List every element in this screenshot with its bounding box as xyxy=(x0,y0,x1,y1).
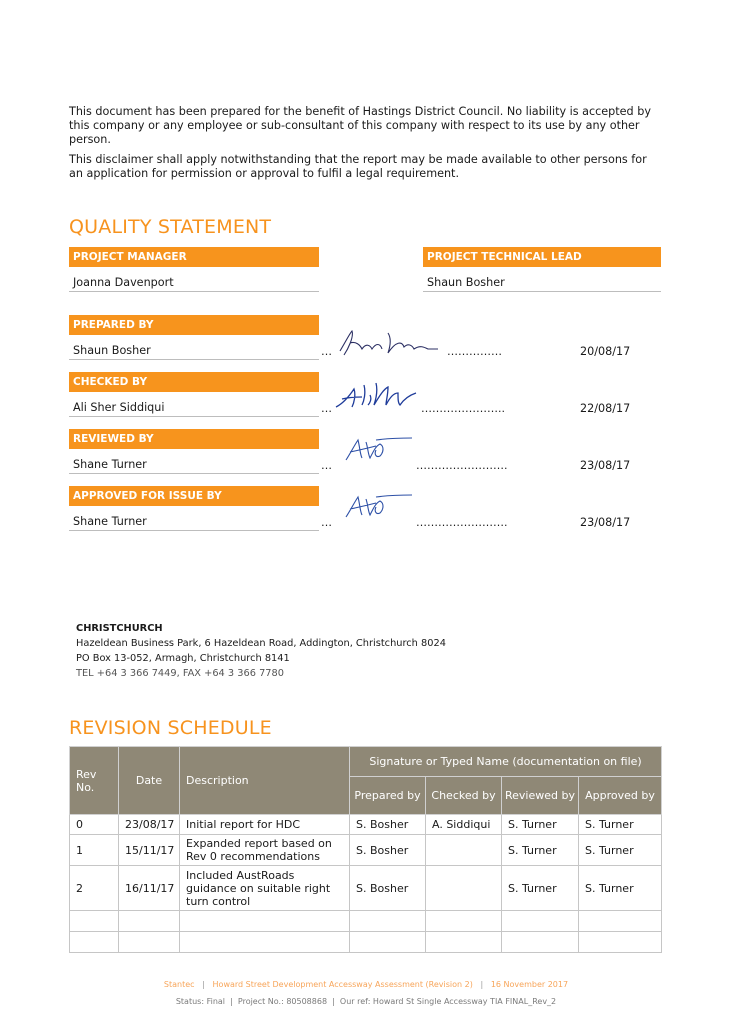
reviewed-by-lead: … xyxy=(321,459,332,472)
cell-date: 23/08/17 xyxy=(119,815,180,835)
cell-reviewed: S. Turner xyxy=(502,866,579,911)
cell-prepared xyxy=(350,911,426,932)
technical-lead-name: Shaun Bosher xyxy=(423,275,661,292)
footer-ref: Our ref: Howard St Single Accessway TIA FINAL_Rev_2 xyxy=(339,997,557,1006)
office-phone-fax: TEL +64 3 366 7449, FAX +64 3 366 7780 xyxy=(76,668,285,679)
cell-rev: 0 xyxy=(70,815,119,835)
footer-line-2: Status: Final | Project No.: 80508868 | Our ref: Howard St Single Accessway TIA FINAL_Rev_2 xyxy=(175,997,557,1006)
reviewed-by-name: Shane Turner xyxy=(69,457,319,474)
cell-checked xyxy=(426,866,502,911)
prepared-by-lead: … xyxy=(321,345,332,358)
cell-description xyxy=(180,932,350,953)
header-date: Date xyxy=(119,747,180,815)
cell-reviewed: S. Turner xyxy=(502,835,579,866)
project-manager-label: PROJECT MANAGER xyxy=(69,247,319,267)
cell-approved: S. Turner xyxy=(579,835,662,866)
cell-description: Included AustRoads guidance on suitable right turn control xyxy=(180,866,350,911)
prepared-by-name: Shaun Bosher xyxy=(69,343,319,360)
cell-approved xyxy=(579,911,662,932)
revision-table xyxy=(69,746,662,953)
approved-by-dots: ……………………. xyxy=(416,516,508,529)
table-row xyxy=(70,911,662,932)
cell-approved: S. Turner xyxy=(579,815,662,835)
header-approved-by: Approved by xyxy=(579,777,662,815)
cell-approved xyxy=(579,932,662,953)
table-row xyxy=(70,815,662,835)
approved-by-name: Shane Turner xyxy=(69,514,319,531)
cell-prepared: S. Bosher xyxy=(350,815,426,835)
cell-date: 15/11/17 xyxy=(119,835,180,866)
cell-checked: A. Siddiqui xyxy=(426,815,502,835)
cell-rev xyxy=(70,911,119,932)
cell-rev: 1 xyxy=(70,835,119,866)
signature-image-bosher xyxy=(332,325,444,359)
cell-rev xyxy=(70,932,119,953)
cell-prepared: S. Bosher xyxy=(350,835,426,866)
table-row xyxy=(70,866,662,911)
signature-image-siddiqui xyxy=(332,375,424,413)
cell-checked xyxy=(426,835,502,866)
cell-reviewed: S. Turner xyxy=(502,815,579,835)
checked-by-dots: ………………….. xyxy=(421,402,505,415)
prepared-by-date: 20/08/17 xyxy=(580,345,631,358)
office-city: CHRISTCHURCH xyxy=(76,623,163,634)
cell-reviewed xyxy=(502,911,579,932)
cell-approved: S. Turner xyxy=(579,866,662,911)
approved-by-label: APPROVED FOR ISSUE BY xyxy=(69,486,319,506)
footer-line-1: Stantec | Howard Street Development Accessway Assessment (Revision 2) | 16 November 2017 xyxy=(163,980,569,989)
footer-company: Stantec xyxy=(163,980,195,989)
cell-prepared: S. Bosher xyxy=(350,866,426,911)
office-address-line-2: PO Box 13-052, Armagh, Christchurch 8141 xyxy=(76,653,290,664)
table-row xyxy=(70,932,662,953)
footer-title: Howard Street Development Accessway Assessment (Revision 2) xyxy=(212,980,473,989)
footer-date: 16 November 2017 xyxy=(490,980,569,989)
footer-project-no: Project No.: 80508868 xyxy=(237,997,328,1006)
signature-image-turner-2 xyxy=(340,489,416,521)
cell-checked xyxy=(426,911,502,932)
reviewed-by-label: REVIEWED BY xyxy=(69,429,319,449)
cell-reviewed xyxy=(502,932,579,953)
cell-description: Expanded report based on Rev 0 recommendations xyxy=(180,835,350,866)
cell-description xyxy=(180,911,350,932)
header-description: Description xyxy=(180,747,350,815)
cell-description: Initial report for HDC xyxy=(180,815,350,835)
disclaimer-paragraph-2: This disclaimer shall apply notwithstanding that the report may be made available to other persons for an application for permission or approval to fulfil a legal requirement. xyxy=(69,153,647,180)
prepared-by-dots: …………… xyxy=(447,345,502,358)
checked-by-label: CHECKED BY xyxy=(69,372,319,392)
prepared-by-label: PREPARED BY xyxy=(69,315,319,335)
technical-lead-label: PROJECT TECHNICAL LEAD xyxy=(423,247,661,267)
cell-date xyxy=(119,932,180,953)
approved-by-date: 23/08/17 xyxy=(580,516,631,529)
quality-statement-heading: QUALITY STATEMENT xyxy=(69,216,272,238)
cell-date: 16/11/17 xyxy=(119,866,180,911)
cell-date xyxy=(119,911,180,932)
project-manager-name: Joanna Davenport xyxy=(69,275,319,292)
checked-by-lead: … xyxy=(321,402,332,415)
header-signature-group: Signature or Typed Name (documentation on file) xyxy=(350,747,662,777)
reviewed-by-dots: ……………………. xyxy=(416,459,508,472)
checked-by-date: 22/08/17 xyxy=(580,402,631,415)
table-row xyxy=(70,835,662,866)
header-reviewed-by: Reviewed by xyxy=(502,777,579,815)
cell-rev: 2 xyxy=(70,866,119,911)
header-prepared-by: Prepared by xyxy=(350,777,426,815)
office-address-line-1: Hazeldean Business Park, 6 Hazeldean Road, Addington, Christchurch 8024 xyxy=(76,638,446,649)
reviewed-by-date: 23/08/17 xyxy=(580,459,631,472)
header-checked-by: Checked by xyxy=(426,777,502,815)
revision-schedule-heading: REVISION SCHEDULE xyxy=(69,717,272,739)
cell-prepared xyxy=(350,932,426,953)
signoff-section xyxy=(0,315,732,555)
cell-checked xyxy=(426,932,502,953)
checked-by-name: Ali Sher Siddiqui xyxy=(69,400,319,417)
signature-image-turner-1 xyxy=(340,432,416,464)
header-rev-no: Rev No. xyxy=(70,747,119,815)
approved-by-lead: … xyxy=(321,516,332,529)
disclaimer-paragraph-1: This document has been prepared for the benefit of Hastings District Council. No liability is accepted by this company or any employee or sub-consultant of this company with respect to its use by any other person. xyxy=(69,105,651,146)
footer-status: Status: Final xyxy=(175,997,226,1006)
